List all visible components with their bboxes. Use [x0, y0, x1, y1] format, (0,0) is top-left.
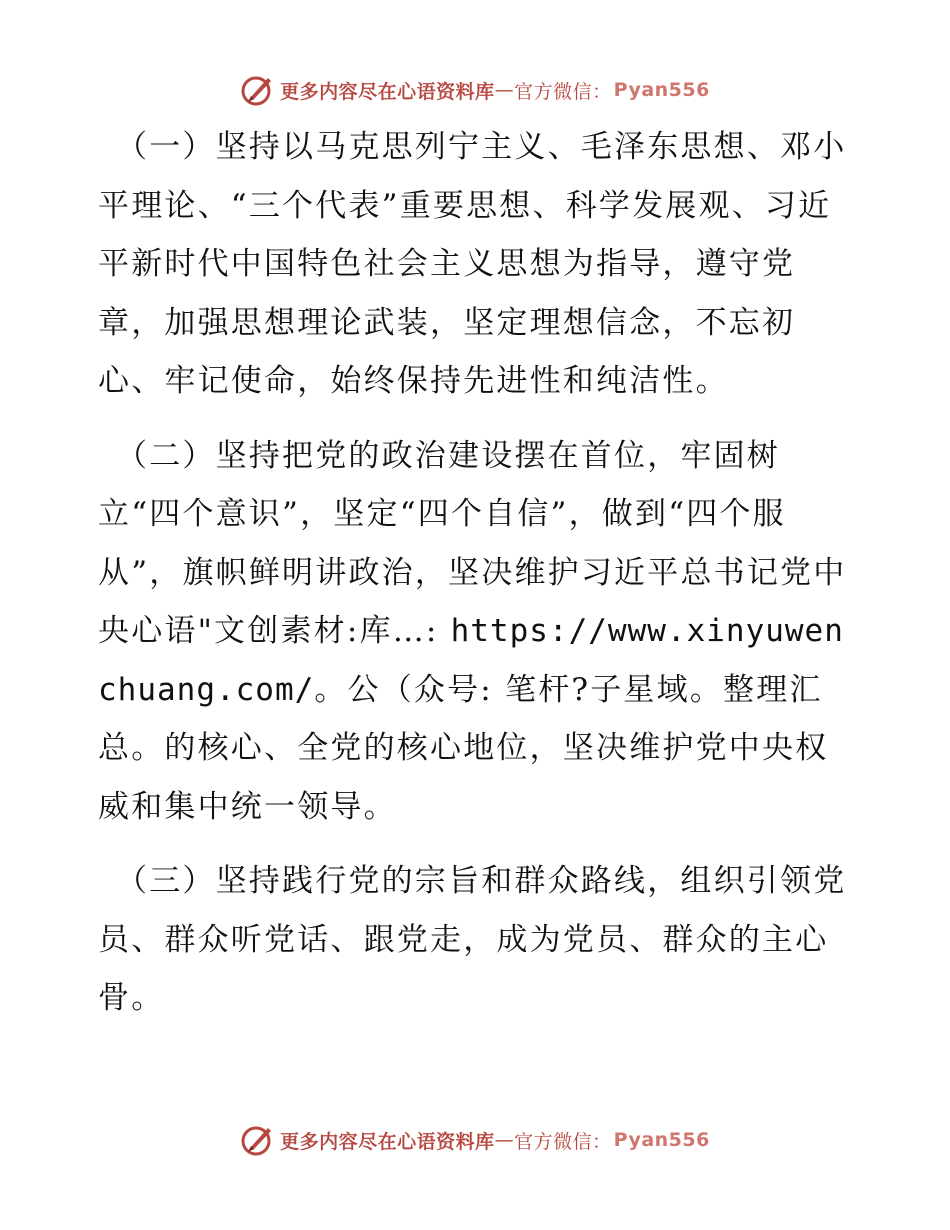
footer-banner — [0, 1122, 950, 1158]
banner-handle: Pyan556 — [613, 79, 710, 101]
paragraph-2-text-a: （二）坚持把党的政治建设摆在首位，牢固树立“四个意识”，坚定“四个自信”，做到“四个服从”，旗帜鲜明讲政治，坚决维护习近平总书记党中央心语"文创素材:库…: — [98, 437, 847, 649]
quill-logo-icon — [240, 72, 276, 108]
banner-dash: — — [494, 1129, 515, 1151]
banner-handle: Pyan556 — [613, 1129, 710, 1151]
quill-logo-icon — [240, 1122, 276, 1158]
banner-dash: — — [494, 79, 515, 101]
paragraph-2-url: https://www.xinyuwenchuang.com/ — [98, 613, 844, 708]
document-body — [98, 118, 858, 1044]
paragraph-3: （三）坚持践行党的宗旨和群众路线，组织引领党员、群众听党话、跟党走，成为党员、群众的主心骨。 — [98, 863, 847, 1016]
paragraph-2 — [98, 427, 858, 837]
banner-brand-text: 更多内容尽在心语资料库 — [280, 80, 495, 103]
paragraph-1: （一）坚持以马克思列宁主义、毛泽东思想、邓小平理论、“三个代表”重要思想、科学发展观、习近平新时代中国特色社会主义思想为指导，遵守党章，加强思想理论武装，坚定理想信念，不忘初心、牢记使命，始终保持先进性和纯洁性。 — [98, 129, 847, 399]
paragraph-2-text-b: 。公（众号: 笔杆?子星域。整理汇总。的核心、全党的核心地位，坚决维护党中央权威和集中统一领导。 — [98, 671, 829, 825]
banner-brand-text: 更多内容尽在心语资料库 — [280, 1130, 495, 1153]
header-banner — [0, 72, 950, 108]
banner-label: 官方微信： — [514, 80, 612, 103]
banner-label: 官方微信： — [514, 1130, 612, 1153]
